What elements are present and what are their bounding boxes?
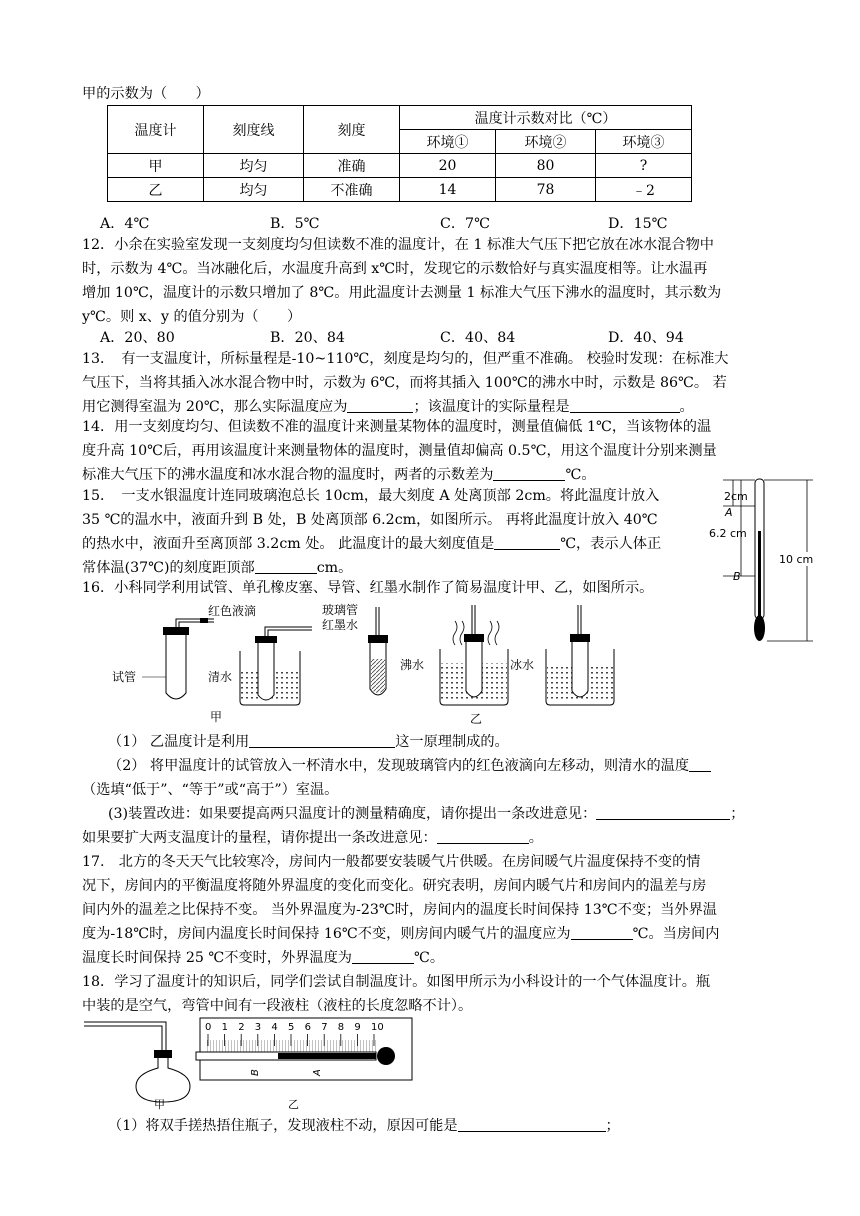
- q18-line: 中装的是空气，弯管中间有一段液柱（液柱的长度忽略不计）。: [82, 998, 473, 1014]
- text: 如果要扩大两支温度计的量程，请你提出一条改进意见：: [82, 830, 437, 846]
- answer-blank[interactable]: [352, 949, 414, 964]
- cell: 准确: [304, 154, 400, 178]
- ruler-label: 0: [205, 1022, 212, 1033]
- q16-part-3b: [82, 829, 543, 847]
- text: （2） 将甲温度计的试管放入一杯清水中，发现玻璃管内的红色液滴向左移动，则清水的温度: [108, 758, 690, 774]
- label-2cm: 2cm: [724, 490, 748, 503]
- text: 这一原理制成的。: [395, 734, 509, 750]
- answer-blank[interactable]: [255, 559, 317, 574]
- q12-option-b[interactable]: B．20、84: [270, 330, 345, 346]
- ruler-label: 1: [221, 1022, 228, 1033]
- label-a: A: [312, 1069, 323, 1076]
- ruler-label: 5: [288, 1022, 295, 1033]
- text: (3)装置改进：如果要提高两只温度计的测量精确度，请你提出一条改进意见：: [108, 806, 597, 822]
- q18-line: 18．学习了温度计的知识后，同学们尝试自制温度计。如图甲所示为小科设计的一个气体温度计。瓶: [82, 974, 711, 990]
- cell: 甲: [108, 154, 204, 178]
- label-b: B: [733, 570, 741, 583]
- label-b: B: [250, 1069, 261, 1076]
- text: ℃。: [565, 467, 596, 483]
- q17-line-5: [82, 949, 444, 967]
- q12-line: 增加 10℃，温度计的示数只增加了 8℃。用此温度计去测量 1 标准大气压下沸水的温度时，其示数为: [82, 285, 722, 301]
- text: 。: [679, 399, 694, 415]
- label-10cm: 10 cm: [779, 553, 814, 566]
- answer-blank[interactable]: [570, 398, 680, 413]
- q12-option-d[interactable]: D．40、94: [608, 330, 684, 346]
- text: ℃。当房间内: [632, 926, 720, 942]
- ruler-label: 10: [371, 1022, 384, 1033]
- q16-part-1: [108, 733, 509, 751]
- q16-figure: [100, 601, 680, 726]
- q15-line: 15． 一支水银温度计连同玻璃泡总长 10cm，最大刻度 A 处离顶部 2cm。将此温度计放入: [82, 488, 660, 504]
- text: cm。: [316, 560, 353, 576]
- label-red-ink: 红墨水: [322, 618, 359, 632]
- text: 用它测得室温为 20℃，那么实际温度应为: [82, 399, 348, 415]
- answer-blank[interactable]: [458, 1117, 606, 1132]
- text: 。: [528, 830, 543, 846]
- q17-line: 况下，房间内的平衡温度将随外界温度的变化而变化。研究表明，房间内暖气片和房间内的温差与房: [82, 878, 707, 894]
- q15-line-3: [82, 535, 661, 553]
- q11-option-d[interactable]: D．15℃: [608, 216, 668, 232]
- label-a: A: [725, 506, 733, 519]
- text: （1）将双手搓热捂住瓶子，发现液柱不动，原因可能是: [108, 1118, 458, 1134]
- q11-option-a[interactable]: A．4℃: [100, 216, 150, 232]
- text: 标准大气压下的沸水温度和冰水混合物的温度时，两者的示数差为: [82, 467, 494, 483]
- th-scale: 刻度: [304, 106, 400, 154]
- q16-part-3: [108, 805, 745, 823]
- q13-line-3: [82, 398, 694, 416]
- th-scale-line: 刻度线: [204, 106, 304, 154]
- label-tube: 试管: [112, 670, 137, 684]
- text: 温度长时间保持 25 ℃不变时，外界温度为: [82, 950, 352, 966]
- q18-part-1: [108, 1117, 620, 1135]
- q12-line: 12．小余在实验室发现一支刻度均匀但读数不准的温度计，在 1 标准大气压下把它放在冰水混合物中: [82, 237, 714, 253]
- cell: 均匀: [204, 154, 304, 178]
- q16-line: 16．小科同学利用试管、单孔橡皮塞、导管、红墨水制作了简易温度计甲、乙，如图所示。: [82, 580, 654, 596]
- label-water: 清水: [208, 670, 233, 684]
- label-6-2cm: 6.2 cm: [709, 527, 747, 540]
- table-row: [108, 178, 692, 202]
- q17-line-4: [82, 925, 719, 943]
- label-glass-tube: 玻璃管: [322, 603, 359, 617]
- ruler-label: 4: [271, 1022, 278, 1033]
- q14-line: 度升高 10℃后，再用该温度计来测量物体的温度时，测量值却偏高 0.5℃，用这个温度计分别来测量: [82, 443, 717, 459]
- answer-blank[interactable]: [493, 466, 565, 481]
- q11-option-c[interactable]: C．7℃: [440, 216, 490, 232]
- tube-jia-standalone: [163, 618, 214, 699]
- table-row: [108, 154, 692, 178]
- ruler-label: 2: [238, 1022, 245, 1033]
- ruler-label: 8: [337, 1022, 345, 1033]
- q18-figure: [84, 1016, 414, 1111]
- th-env-1: 环境①: [400, 130, 496, 154]
- cell: ?: [596, 154, 692, 178]
- th-env-2: 环境②: [496, 130, 596, 154]
- flask-jia: [84, 1022, 190, 1102]
- label-yi: 乙: [288, 1098, 299, 1111]
- text: 常体温(37℃)的刻度距顶部: [82, 560, 255, 576]
- q15-line-4: [82, 559, 352, 577]
- text: 的热水中，液面升至离顶部 3.2cm 处。 此温度计的最大刻度值是: [82, 536, 495, 552]
- tube-yi-standalone: [368, 607, 388, 695]
- text: ；该温度计的实际量程是: [413, 399, 570, 415]
- label-jia: 甲: [154, 1098, 165, 1111]
- q12-option-c[interactable]: C．40、84: [440, 330, 516, 346]
- q14-line: 14．用一支刻度均匀、但读数不准的温度计来测量某物体的温度时，测量值偏低 1℃，当该物体的温: [82, 419, 712, 435]
- answer-blank[interactable]: [347, 398, 413, 413]
- answer-blank[interactable]: [494, 535, 560, 550]
- ruler-label: 3: [254, 1022, 262, 1033]
- th-thermometer: 温度计: [108, 106, 204, 154]
- label-jia: 甲: [210, 710, 223, 724]
- thermometer-figure: [709, 476, 825, 646]
- cell: 20: [400, 154, 496, 178]
- q16-part-2b: （选填“低于”、“等于”或“高于”）室温。: [82, 782, 339, 798]
- cell: 78: [496, 178, 596, 202]
- q11-lead: 甲的示数为（ ）: [82, 86, 210, 102]
- label-red-drop: 红色液滴: [208, 604, 257, 618]
- answer-blank[interactable]: [437, 829, 529, 844]
- q16-part-2: [108, 757, 711, 775]
- text: ；: [730, 806, 745, 822]
- th-reading: 温度计示数对比（℃）: [400, 106, 692, 130]
- cell: 14: [400, 178, 496, 202]
- q11-table: [107, 105, 692, 202]
- answer-blank[interactable]: [596, 805, 730, 820]
- q14-line-3: [82, 466, 596, 484]
- text: ；: [605, 1118, 620, 1134]
- q13-line: 13． 有一支温度计，所标量程是-10~110℃，刻度是均匀的，但严重不准确。 校验时发现：在标准大: [82, 351, 729, 367]
- q11-option-b[interactable]: B．5℃: [270, 216, 320, 232]
- cell: 80: [496, 154, 596, 178]
- q17-line: 间内外的温差之比保持不变。 当外界温度为-23℃时，房间内的温度长时间保持 13℃不变；当外界温: [82, 902, 717, 918]
- ruler-label: 6: [304, 1022, 311, 1033]
- ruler-label: 9: [354, 1022, 361, 1033]
- answer-blank[interactable]: [571, 925, 633, 940]
- cell: 均匀: [204, 178, 304, 202]
- q15-line: 35 ℃的温水中，液面升到 B 处，B 处离顶部 6.2cm，如图所示。 再将此温度计放入 40℃: [82, 512, 658, 528]
- label-boiling: 沸水: [400, 658, 425, 672]
- cell: ﹣2: [596, 178, 692, 202]
- beaker-boiling: [440, 605, 508, 705]
- text: ℃，表示人体正: [560, 536, 662, 552]
- q12-line: 时，示数为 4℃。当冰融化后，水温度升高到 x℃时，发现它的示数恰好与真实温度相等。让水温再: [82, 261, 708, 277]
- cell: 乙: [108, 178, 204, 202]
- beaker-ice: [546, 605, 614, 705]
- q12-line: y℃。则 x、y 的值分别为（ ）: [82, 309, 302, 325]
- q13-line: 气压下，当将其插入冰水混合物中时，示数为 6℃，而将其插入 100℃的沸水中时，示数是 86℃。 若: [82, 375, 727, 391]
- th-env-3: 环境③: [596, 130, 692, 154]
- q17-line: 17. 北方的冬天天气比较寒冷，房间内一般都要安装暖气片供暖。在房间暖气片温度保持不变的情: [82, 854, 701, 870]
- cell: 不准确: [304, 178, 400, 202]
- label-ice: 冰水: [510, 658, 535, 672]
- beaker-jia: [240, 627, 312, 705]
- q12-option-a[interactable]: A．20、80: [100, 330, 175, 346]
- label-yi: 乙: [470, 712, 483, 726]
- answer-blank[interactable]: [689, 757, 711, 772]
- text: 度为-18℃时，房间内温度长时间保持 16℃不变，则房间内暖气片的温度应为: [82, 926, 571, 942]
- text: （1） 乙温度计是利用: [108, 734, 250, 750]
- text: ℃。: [413, 950, 445, 966]
- answer-blank[interactable]: [249, 733, 395, 748]
- ruler-label: 7: [321, 1022, 328, 1033]
